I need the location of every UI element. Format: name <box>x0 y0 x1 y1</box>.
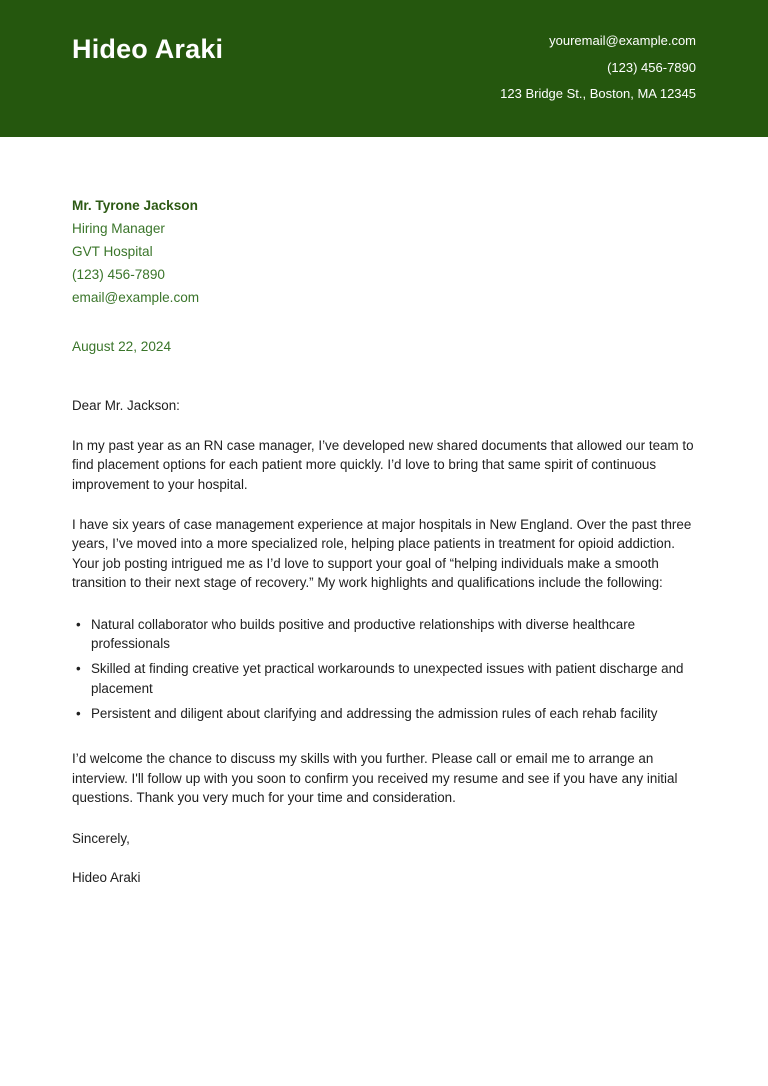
paragraph-closing: I’d welcome the chance to discuss my skills with you further. Please call or email me to arrange an interview. I'll follow up with you soon to confirm you received my resume and see if you have any initial questions. Thank you very much for your time and consideration. <box>72 751 678 805</box>
list-item <box>72 659 696 698</box>
paragraph-experience: I have six years of case management experience at major hospitals in New England. Over the past three years, I’ve moved into a more specialized role, helping place patients in treatment for opioid addiction. Your job posting intrigued me as I’d love to support your goal of “helping individuals make a smooth transition to their next stage of recovery.” My work highlights and qualifications include the following: <box>72 516 692 590</box>
recipient-name: Mr. Tyrone Jackson <box>72 198 198 213</box>
recipient-company: GVT Hospital <box>72 244 153 259</box>
recipient-email: email@example.com <box>72 290 200 305</box>
bullet-icon: • <box>76 705 81 721</box>
list-item-text: Natural collaborator who builds positive and productive relationships with diverse healthcare professionals <box>91 616 636 651</box>
signature-name: Hideo Araki <box>72 870 141 885</box>
signoff: Sincerely, <box>72 830 130 846</box>
sender-phone: (123) 456-7890 <box>607 59 696 75</box>
letter-header <box>0 0 768 137</box>
recipient-title: Hiring Manager <box>72 221 165 236</box>
list-item-text: Skilled at finding creative yet practical workarounds to unexpected issues with patient discharge and placement <box>91 661 684 696</box>
bullet-icon: • <box>76 661 81 676</box>
letter-body <box>0 194 768 888</box>
salutation: Dear Mr. Jackson: <box>72 397 180 413</box>
letter-date: August 22, 2024 <box>72 339 172 354</box>
list-item <box>72 615 696 654</box>
highlights-list <box>72 615 696 724</box>
list-item-text: Persistent and diligent about clarifying and addressing the admission rules of each rehab facility <box>91 705 658 721</box>
sender-contact-block <box>500 28 696 108</box>
recipient-phone: (123) 456-7890 <box>72 267 165 282</box>
sender-address: 123 Bridge St., Boston, MA 12345 <box>500 86 696 101</box>
list-item <box>72 704 696 724</box>
sender-name: Hideo Araki <box>72 34 224 64</box>
sender-email: youremail@example.com <box>549 33 696 48</box>
bullet-icon: • <box>76 616 81 632</box>
paragraph-intro: In my past year as an RN case manager, I’ve developed new shared documents that allowed our team to find placement options for each patient more quickly. I’d love to bring that same spirit of continuous improvement to your hospital. <box>72 437 694 492</box>
recipient-block <box>72 194 696 309</box>
